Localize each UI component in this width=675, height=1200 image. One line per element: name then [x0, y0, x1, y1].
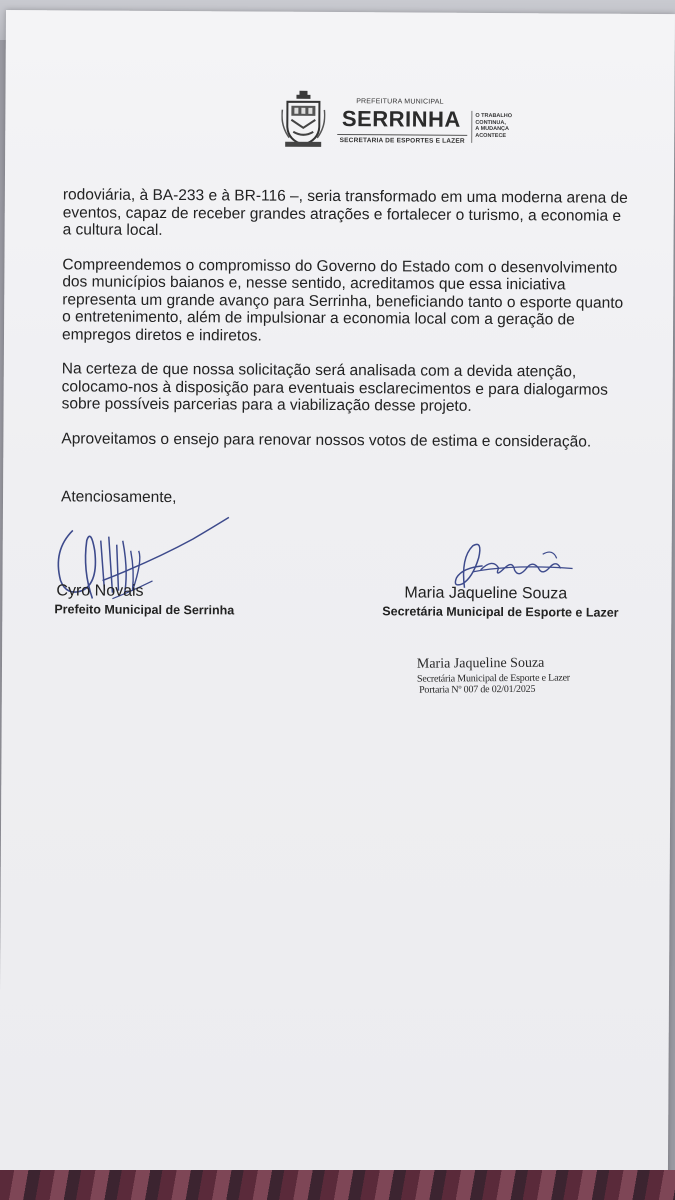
body-paragraph: Na certeza de que nossa solicitação será analisada com a devida atenção, colocamo-nos à disposição para eventuais esclarecimentos e para dialogarmos sobre possíveis parcerias para a viabilização desse projeto.: [61, 360, 608, 415]
letterhead-department: SECRETARIA DE ESPORTES E LAZER: [337, 134, 467, 145]
letter-body: [61, 186, 633, 467]
slogan-line: ACONTECE: [475, 132, 507, 139]
signer-right-title: Secretária Municipal de Esporte e Lazer: [382, 604, 619, 620]
letterhead-slogan: [475, 113, 525, 139]
stamp-name: Maria Jaqueline Souza: [416, 655, 545, 672]
signer-left-name: Cyro Novais: [56, 582, 144, 600]
document-page: [0, 10, 675, 1182]
body-paragraph: Compreendemos o compromisso do Governo do Estado com o desenvolvimento dos municípios baianos e, nesse sentido, acreditamos que essa iniciativa representa um grande avanço para Serrinha, beneficiando tanto o esporte quanto o entretenimento, além de impulsionar a economia local com a geração de empregos diretos e indiretos.: [61, 255, 624, 345]
body-paragraph: rodoviária, à BA-233 e à BR-116 –, seria transformado em uma moderna arena de eventos, capaz de receber grandes atrações e fortalecer o turismo, a economia e a cultura local.: [62, 186, 628, 239]
letterhead: [275, 84, 525, 156]
slogan-line: A MUDANÇA: [475, 125, 510, 133]
signer-right-name: Maria Jaqueline Souza: [404, 584, 568, 603]
letterhead-divider: [471, 111, 472, 143]
background-bottom: [0, 1170, 675, 1200]
letterhead-city-name: SERRINHA: [341, 106, 461, 132]
official-stamp: [417, 655, 587, 695]
stamp-role: Secretária Municipal de Esporte e Lazer: [416, 672, 570, 685]
body-paragraph: Aproveitamos o ensejo para renovar nossos votos de estima e consideração.: [61, 429, 592, 451]
letterhead-top-text: PREFEITURA MUNICIPAL: [356, 98, 444, 106]
slogan-line: CONTINUA,: [475, 119, 506, 126]
coat-of-arms-icon: [281, 90, 325, 148]
slogan-line: O TRABALHO: [475, 112, 513, 120]
stamp-portaria: Portaria Nº 007 de 02/01/2025: [419, 683, 536, 696]
signer-left-title: Prefeito Municipal de Serrinha: [54, 602, 235, 618]
closing-salutation: Atenciosamente,: [60, 488, 177, 507]
